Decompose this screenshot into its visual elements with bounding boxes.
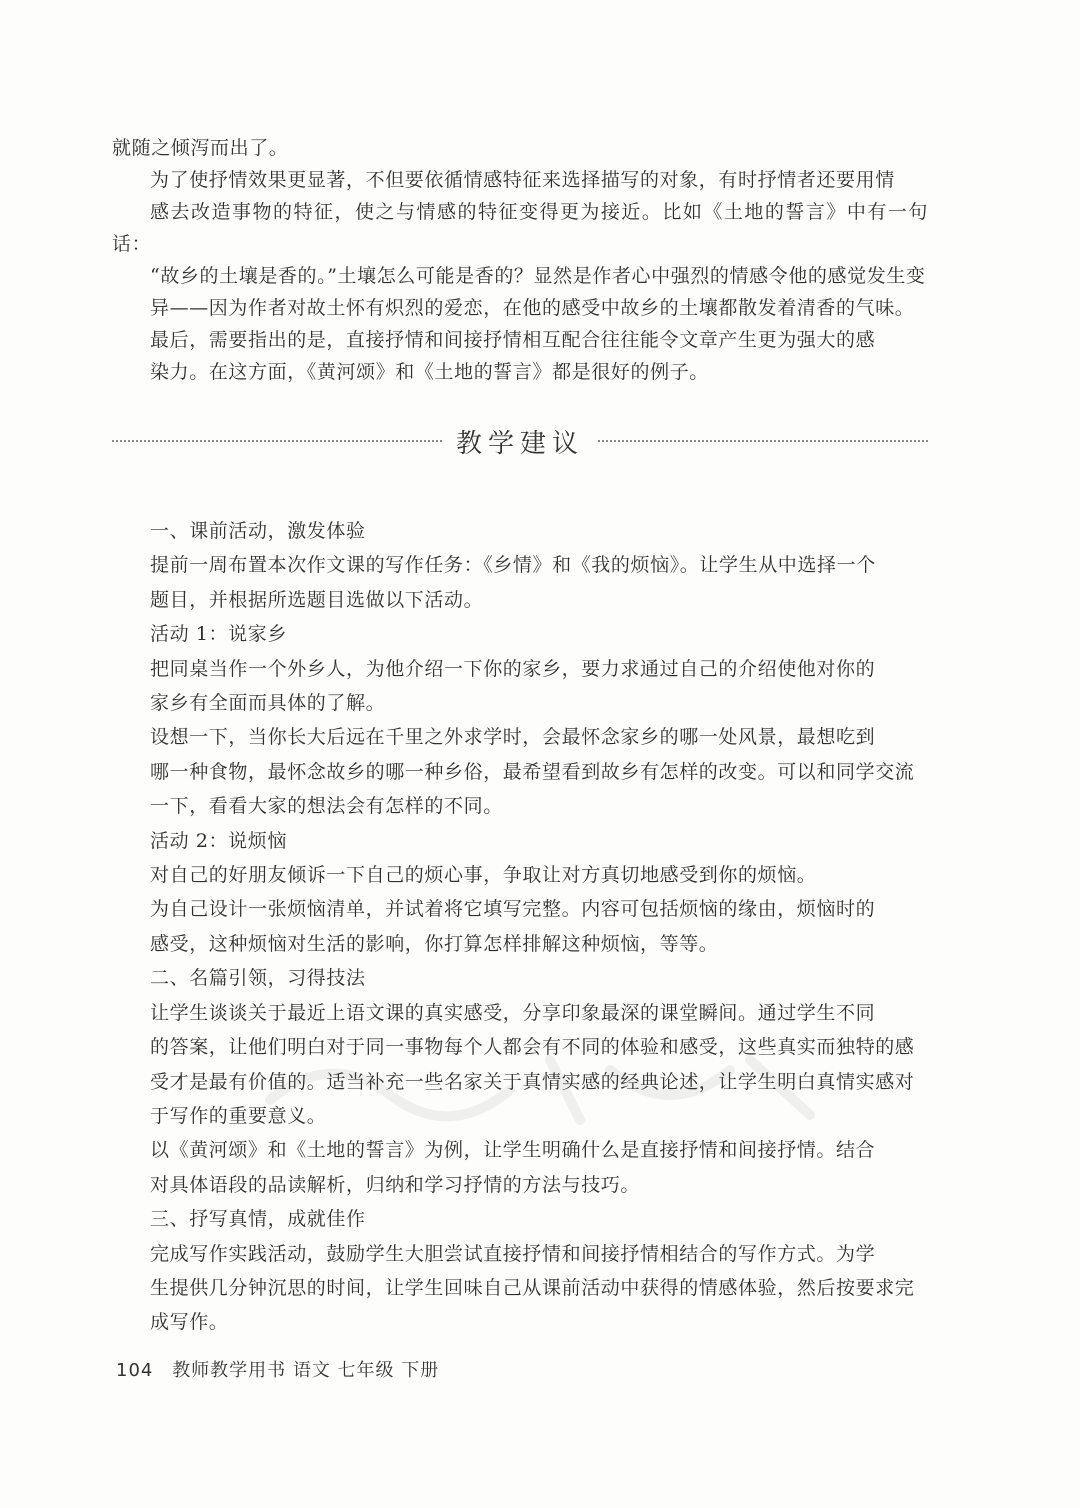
text-line: 提前一周布置本次作文课的写作任务：《乡情》和《我的烦恼》。让学生从中选择一个 <box>150 554 876 577</box>
text-line: 感去改造事物的特征，使之与情感的特征变得更为接近。比如《土地的誓言》中有一句话： <box>112 201 928 255</box>
text-line: 哪一种食物，最怀念故乡的哪一种乡俗，最希望看到故乡有怎样的改变。可以和同学交流 <box>150 760 915 783</box>
section-header <box>112 424 928 458</box>
body-paragraph <box>112 548 928 617</box>
text-line: 把同桌当作一个外乡人，为他介绍一下你的家乡，要力求通过自己的介绍使他对你的 <box>150 657 876 680</box>
text-line: 活动 2：说烦恼 <box>150 829 287 852</box>
text-line: 染力。在这方面，《黄河颂》和《土地的誓言》都是很好的例子。 <box>150 361 709 383</box>
text-line: 受才是最有价值的。适当补充一些名家关于真情实感的经典论述，让学生明白真情实感对 <box>150 1070 915 1093</box>
text-line: 最后，需要指出的是，直接抒情和间接抒情相互配合往往能令文章产生更为强大的感 <box>150 329 876 351</box>
book-title: 教师教学用书 语文 七年级 下册 <box>172 1360 440 1381</box>
text-line: “故乡的土壤是香的。”土壤怎么可能是香的？显然是作者心中强烈的情感令他的感觉发生变 <box>150 265 926 287</box>
body-paragraph <box>112 961 928 995</box>
dotted-rule-right <box>598 440 928 442</box>
body-paragraph <box>112 617 928 651</box>
text-line: 题目，并根据所选题目选做以下活动。 <box>150 588 484 611</box>
intro-paragraph <box>112 324 928 388</box>
text-line: 一下，看看大家的想法会有怎样的不同。 <box>150 795 503 818</box>
body-paragraph <box>112 1133 928 1202</box>
text-line: 三、抒写真情，成就佳作 <box>150 1208 366 1231</box>
body-paragraph <box>112 652 928 721</box>
text-line: 于写作的重要意义。 <box>150 1104 327 1127</box>
intro-text-block <box>112 132 928 388</box>
text-line: 就随之倾泻而出了。 <box>112 137 289 159</box>
text-line: 家乡有全面而具体的了解。 <box>150 692 386 715</box>
text-line: 二、名篇引领，习得技法 <box>150 967 366 990</box>
body-paragraph <box>112 892 928 961</box>
text-line: 为了使抒情效果更显著，不但要依循情感特征来选择描写的对象，有时抒情者还要用情 <box>150 169 895 191</box>
text-line: 完成写作实践活动，鼓励学生大胆尝试直接抒情和间接抒情相结合的写作方式。为学 <box>150 1242 876 1265</box>
text-line: 对自己的好朋友倾诉一下自己的烦心事，争取让对方真切地感受到你的烦恼。 <box>150 864 817 887</box>
body-paragraph <box>112 824 928 858</box>
intro-paragraph <box>112 132 928 164</box>
teaching-suggestions-block <box>112 514 928 1340</box>
text-line: 生提供几分钟沉思的时间，让学生回味自己从课前活动中获得的情感体验，然后按要求完 <box>150 1276 915 1299</box>
text-line: 以《黄河颂》和《土地的誓言》为例，让学生明确什么是直接抒情和间接抒情。结合 <box>150 1139 876 1162</box>
text-line: 一、课前活动，激发体验 <box>150 520 366 542</box>
text-line: 设想一下，当你长大后远在千里之外求学时，会最怀念家乡的哪一处风景，最想吃到 <box>150 726 876 749</box>
text-line: 成写作。 <box>150 1311 229 1334</box>
intro-paragraph <box>112 164 928 324</box>
page-number: 104 <box>116 1360 154 1381</box>
text-line: 活动 1：说家乡 <box>150 623 287 646</box>
section-title: 教学建议 <box>456 428 585 459</box>
body-paragraph <box>112 514 928 548</box>
text-line: 感受，这种烦恼对生活的影响，你打算怎样排解这种烦恼，等等。 <box>150 932 719 955</box>
text-line: 对具体语段的品读解析，归纳和学习抒情的方法与技巧。 <box>150 1173 641 1196</box>
page-footer <box>116 1356 439 1382</box>
text-line: 为自己设计一张烦恼清单，并试着将它填写完整。内容可包括烦恼的缘由，烦恼时的 <box>150 898 876 921</box>
body-paragraph <box>112 858 928 892</box>
text-line: 的答案，让他们明白对于同一事物每个人都会有不同的体验和感受，这些真实而独特的感 <box>150 1036 915 1059</box>
body-paragraph <box>112 720 928 823</box>
text-line: 异——因为作者对故土怀有炽烈的爱恋，在他的感受中故乡的土壤都散发着清香的气味。 <box>150 297 915 319</box>
text-line: 让学生谈谈关于最近上语文课的真实感受，分享印象最深的课堂瞬间。通过学生不同 <box>150 1001 876 1024</box>
body-paragraph <box>112 1237 928 1340</box>
dotted-rule-left <box>112 440 442 442</box>
body-paragraph <box>112 1202 928 1236</box>
body-paragraph <box>112 996 928 1134</box>
